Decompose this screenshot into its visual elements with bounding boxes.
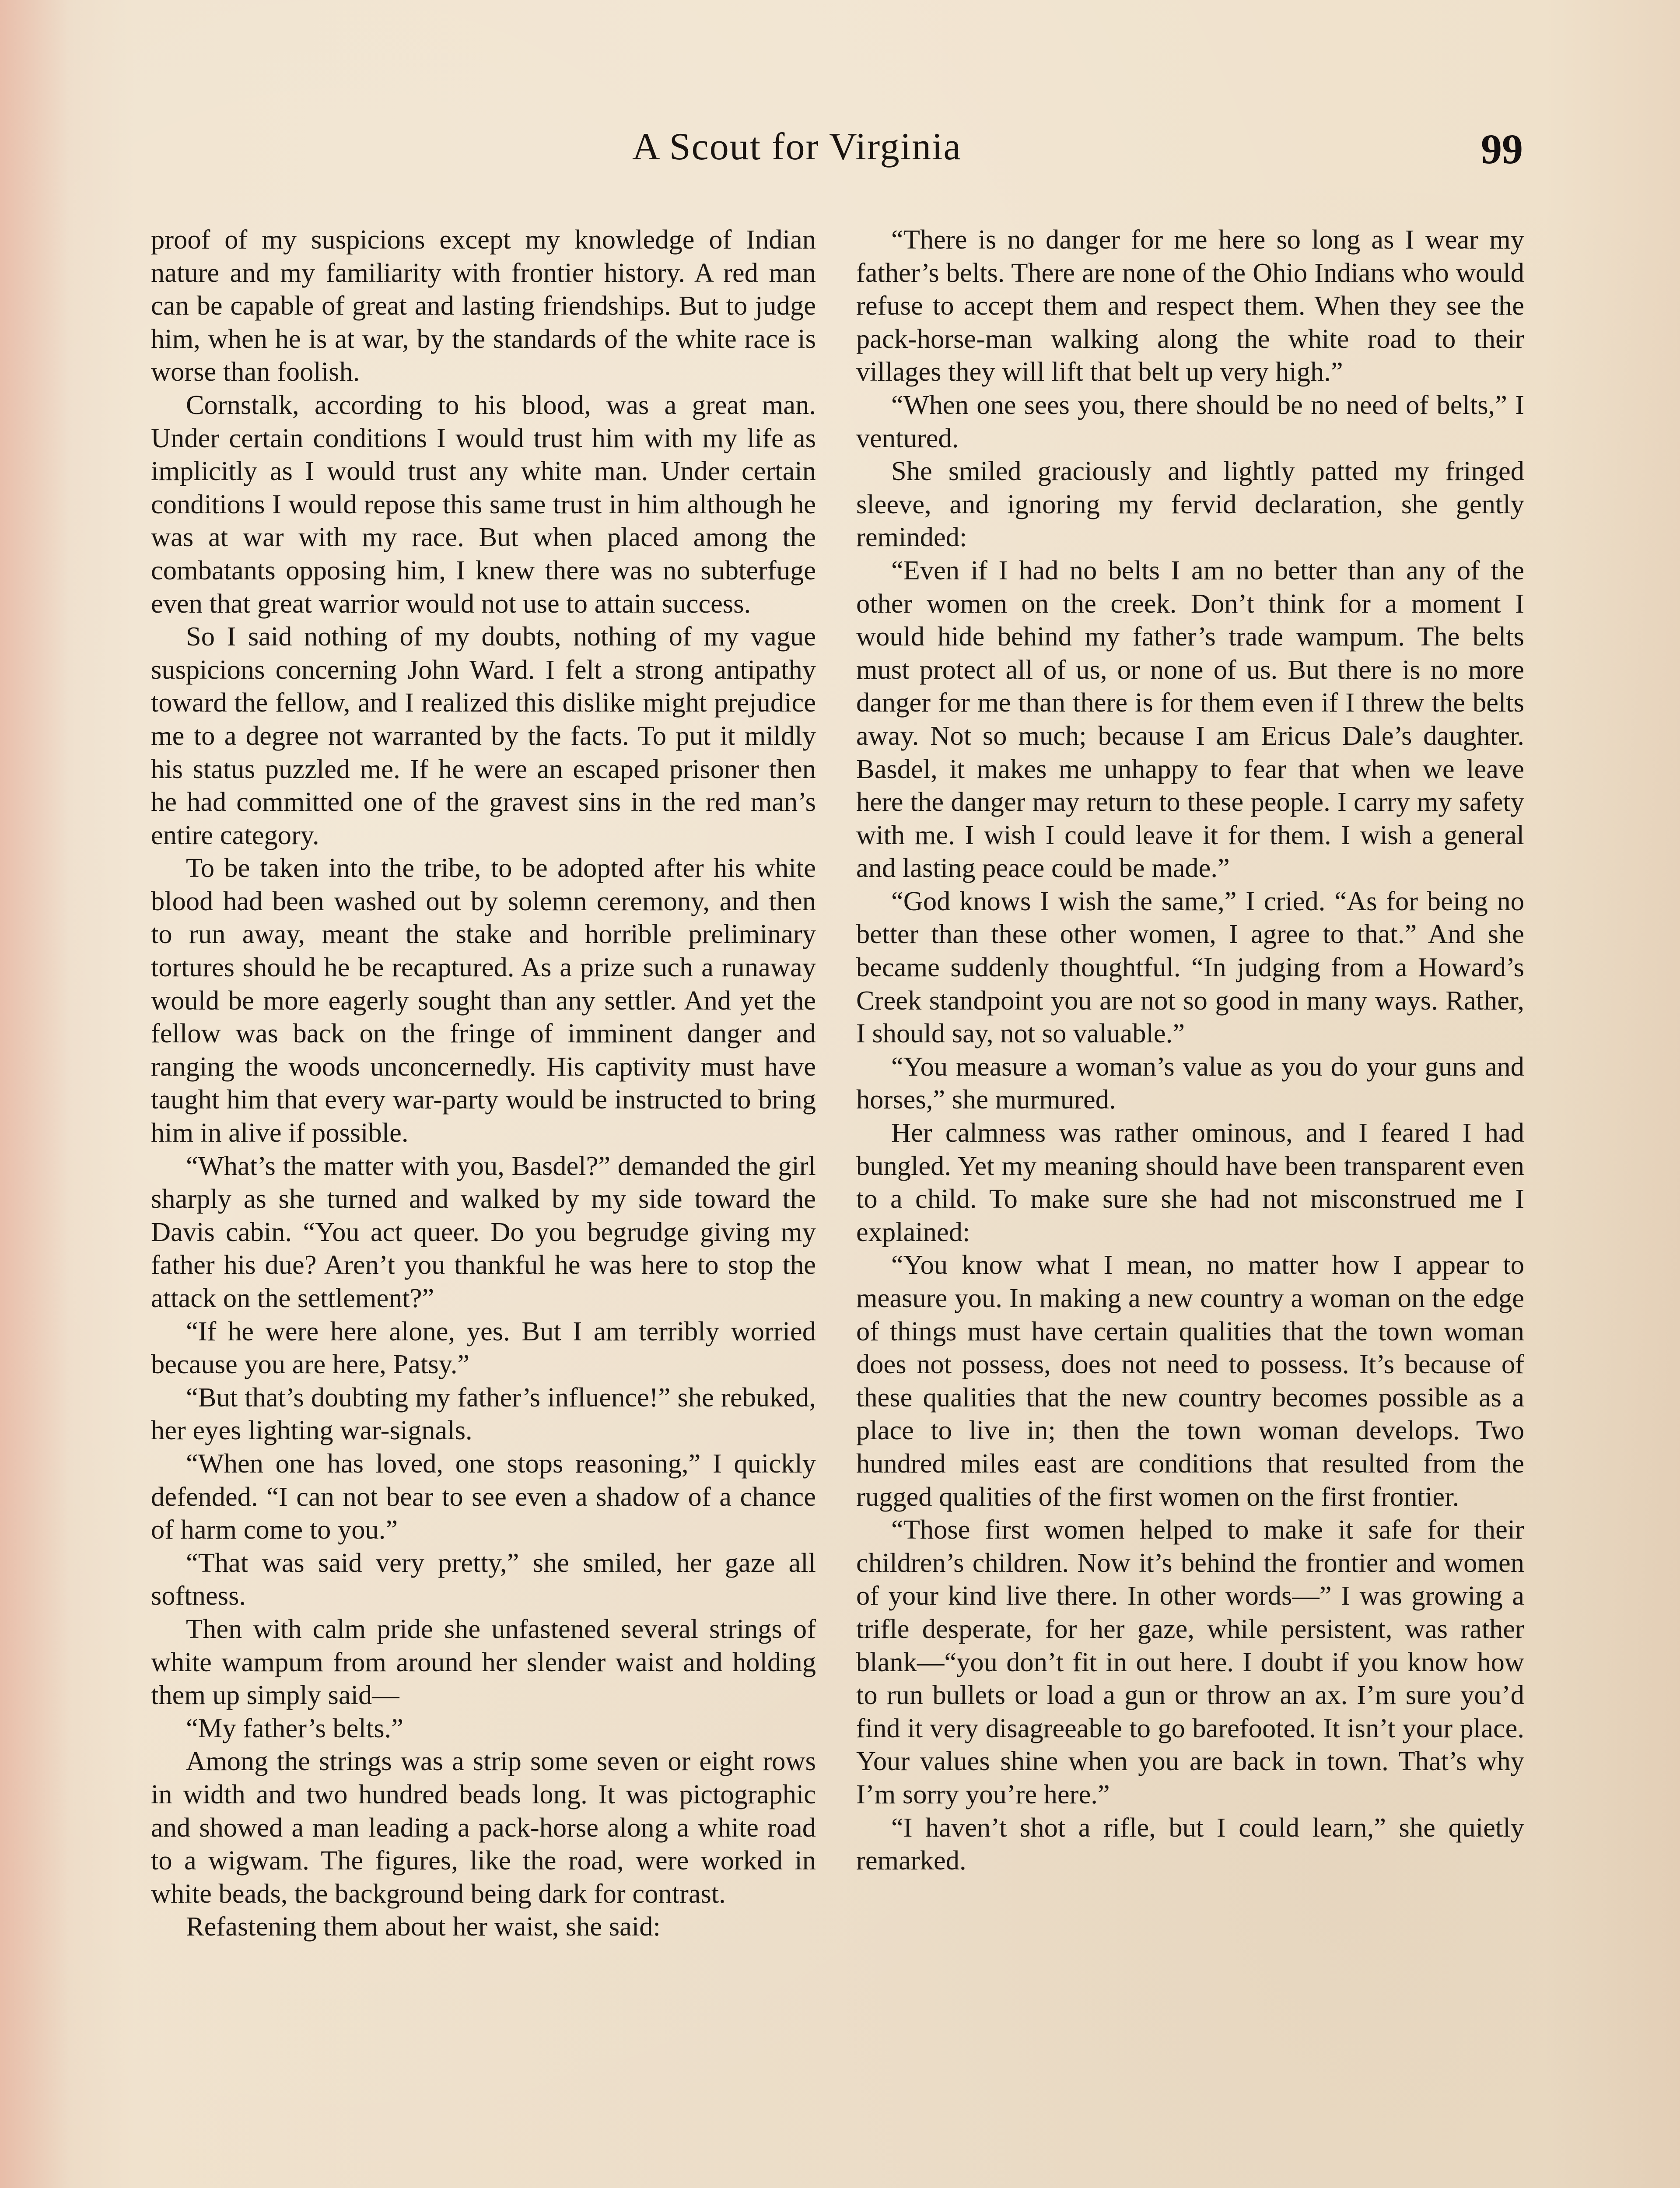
right-text-column bbox=[856, 223, 1524, 1877]
paragraph: Then with calm pride she unfastened several strings of white wampum from around her slender waist and holding them up simply said— bbox=[151, 1613, 816, 1711]
paragraph: Cornstalk, according to his blood, was a great man. Under certain conditions I would trust him with my life as implicitly as I would trust any white man. Under certain conditions I would repose this same trust in him although he was at war with my race. But when placed among the combatants opposing him, I knew there was no subterfuge even that great warrior would not use to attain success. bbox=[151, 389, 816, 619]
paragraph: “What’s the matter with you, Basdel?” demanded the girl sharply as she turned and walked by my side toward the Davis cabin. “You act queer. Do you begrudge giving my father his due? Aren’t you thankful he was here to stop the attack on the settlement?” bbox=[151, 1150, 816, 1313]
paragraph: proof of my suspicions except my knowledge of Indian nature and my familiarity with frontier history. A red man can be capable of great and lasting friendships. But to judge him, when he is at war, by the standards of the white race is worse than foolish. bbox=[151, 224, 816, 387]
paragraph: “Even if I had no belts I am no better than any of the other women on the creek. Don’t think for a moment I would hide behind my father’s trade wampum. The belts must protect all of us, or none of us. But there is no more danger for me than there is for them even if I threw the belts away. Not so much; because I am Ericus Dale’s daughter. Basdel, it makes me unhappy to fear that when we leave here the danger may return to these people. I carry my safety with me. I wish I could leave it for them. I wish a general and lasting peace could be made.” bbox=[856, 554, 1524, 884]
running-title: A Scout for Virginia bbox=[632, 126, 962, 168]
paragraph: “You measure a woman’s value as you do your guns and horses,” she murmured. bbox=[856, 1051, 1524, 1115]
paragraph: “Those first women helped to make it safe for their children’s children. Now it’s behind the frontier and women of your kind live there. In other words—” I was growing a trifle desperate, for her gaze, while persistent, was rather blank—“you don’t fit in out here. I doubt if you know how to run bullets or load a gun or throw an ax. I’m sure you’d find it very disagreeable to go barefooted. It isn’t your place. Your values shine when you are back in town. That’s why I’m sorry you’re here.” bbox=[856, 1514, 1524, 1809]
paragraph: “If he were here alone, yes. But I am terribly worried because you are here, Patsy.” bbox=[151, 1315, 816, 1380]
page-edge-stain bbox=[0, 0, 70, 2188]
page-number: 99 bbox=[1481, 126, 1523, 172]
paragraph: So I said nothing of my doubts, nothing of my vague suspicions concerning John Ward. I felt a strong antipathy toward the fellow, and I realized this dislike might prejudice me to a degree not warranted by the facts. To put it mildly his status puzzled me. If he were an escaped prisoner then he had committed one of the gravest sins in the red man’s entire category. bbox=[151, 621, 816, 850]
paragraph: Her calmness was rather ominous, and I feared I had bungled. Yet my meaning should have been transparent even to a child. To make sure she had not misconstrued me I explained: bbox=[856, 1117, 1524, 1247]
paragraph: “My father’s belts.” bbox=[186, 1712, 403, 1743]
paragraph: “That was said very pretty,” she smiled, her gaze all softness. bbox=[151, 1547, 816, 1611]
paragraph: “You know what I mean, no matter how I appear to measure you. In making a new country a woman on the edge of things must have certain qualities that the town woman does not possess, does not need to possess. It’s because of these qualities that the new country becomes possible as a place to live in; then the town woman develops. Two hundred miles east are conditions that resulted from the rugged qualities of the first women on the first frontier. bbox=[856, 1249, 1524, 1512]
paragraph: “I haven’t shot a rifle, but I could learn,” she quietly remarked. bbox=[856, 1812, 1524, 1876]
paragraph: “When one sees you, there should be no need of belts,” I ventured. bbox=[856, 389, 1524, 453]
paragraph: Among the strings was a strip some seven or eight rows in width and two hundred beads long. It was pictographic and showed a man leading a pack-horse along a white road to a wigwam. The figures, like the road, were worked in white beads, the background being dark for contrast. bbox=[151, 1746, 816, 1909]
paragraph: “When one has loved, one stops reasoning,” I quickly defended. “I can not bear to see even a shadow of a chance of harm come to you.” bbox=[151, 1448, 816, 1545]
paragraph: She smiled graciously and lightly patted my fringed sleeve, and ignoring my fervid declaration, she gently reminded: bbox=[856, 456, 1524, 553]
paragraph: “There is no danger for me here so long as I wear my father’s belts. There are none of the Ohio Indians who would refuse to accept them and respect them. When they see the pack-horse-man walking along the white road to their villages they will lift that belt up very high.” bbox=[856, 224, 1524, 387]
paragraph: “God knows I wish the same,” I cried. “As for being no better than these other women, I agree to that.” And she became suddenly thoughtful. “In judging from a Howard’s Creek standpoint you are not so good in many ways. Rather, I should say, not so valuable.” bbox=[856, 885, 1524, 1049]
left-text-column bbox=[151, 223, 816, 1943]
paragraph: Refastening them about her waist, she said: bbox=[186, 1911, 661, 1942]
paragraph: “But that’s doubting my father’s influence!” she rebuked, her eyes lighting war-signals. bbox=[151, 1382, 816, 1446]
paragraph: To be taken into the tribe, to be adopted after his white blood had been washed out by solemn ceremony, and then to run away, meant the stake and horrible preliminary tortures should he be recaptured. As a prize such a runaway would be more eagerly sought than any settler. And yet the fellow was back on the fringe of imminent danger and ranging the woods unconcernedly. His captivity must have taught him that every war-party would be instructed to bring him in alive if possible. bbox=[151, 852, 816, 1148]
